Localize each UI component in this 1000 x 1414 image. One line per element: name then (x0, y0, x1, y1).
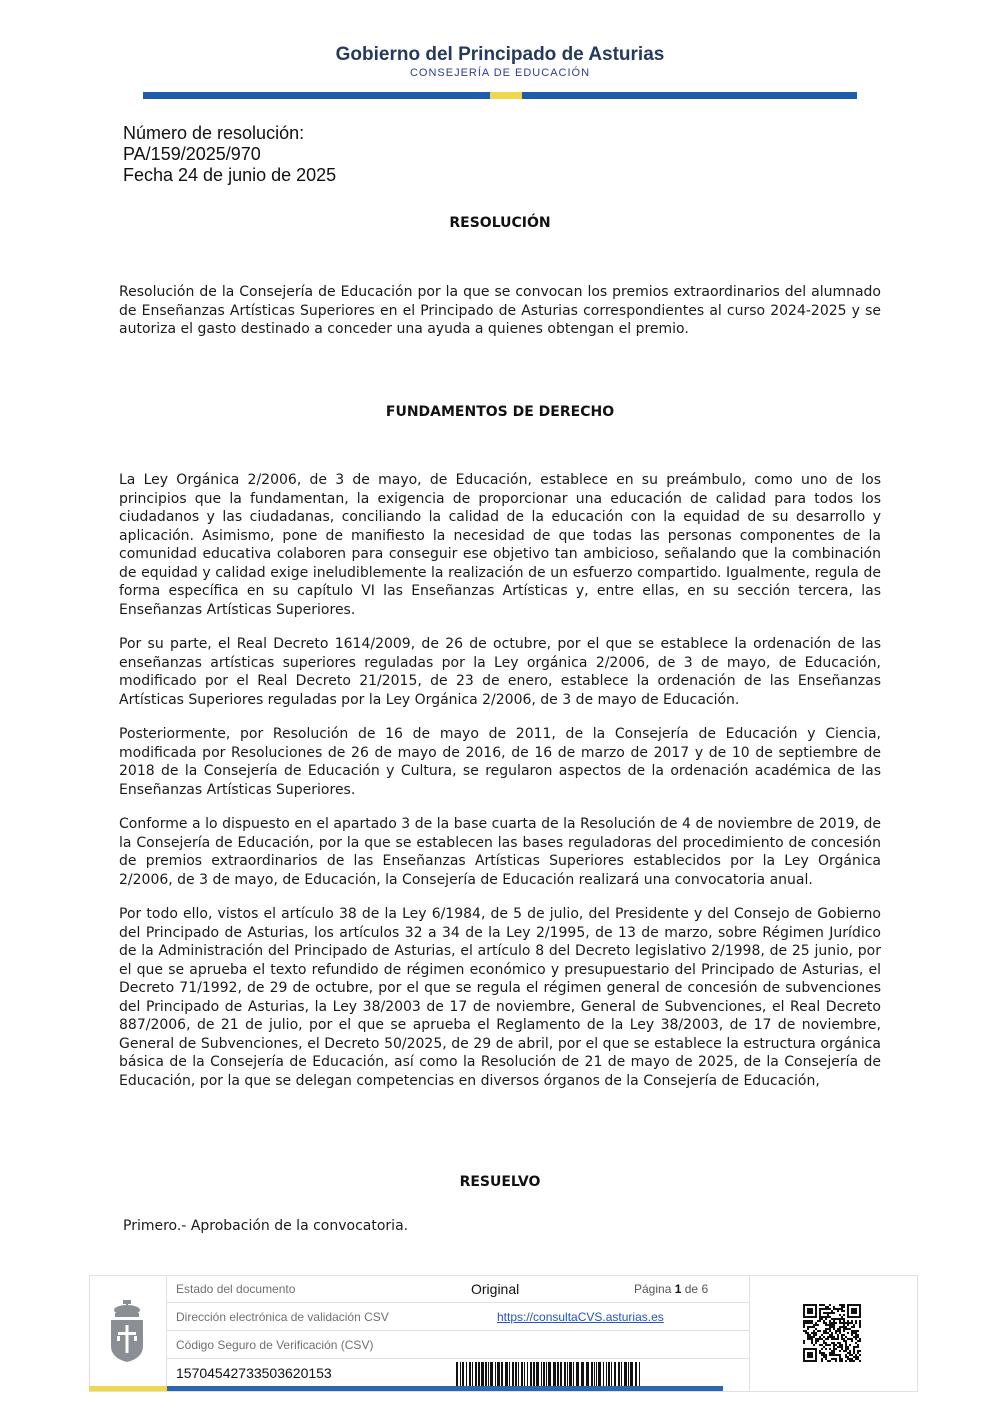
footer-divider (167, 1302, 749, 1303)
header-divider-accent (490, 92, 522, 99)
header-subtitle: CONSEJERÍA DE EDUCACIÓN (409, 67, 591, 79)
page-of: de (684, 1282, 699, 1296)
estado-value: Original (471, 1281, 520, 1297)
resolution-number: PA/159/2025/970 (123, 144, 261, 164)
asturias-crest-icon (108, 1300, 146, 1362)
intro-text: Resolución de la Consejería de Educación por la que se convocan los premios extraordinarios del alumnado de Enseñanzas Artísticas Superiores en el Principado de Asturias correspondientes al curso 2024-2025 y se autoriza el gasto destinado a conceder una ayuda a quienes obtengan el premio. (119, 284, 881, 337)
heading-resuelvo: RESUELVO (459, 1174, 541, 1190)
fundamento-paragraph: La Ley Orgánica 2/2006, de 3 de mayo, de Educación, establece en su preámbulo, como uno de los principios que la fundamentan, la exigencia de proporcionar una educación de calidad para todos los ciudadanos y las ciudadanas, conciliando la calidad de la educación con la equidad de su desarrollo y aplicación. Asimismo, pone de manifiesto la necesidad de que todas las personas componentes de la comunidad educativa colaboren para conseguir ese objetivo tan ambicioso, señalando que la combinación de equidad y calidad exige ineludiblemente la realización de un esfuerzo compartido. Igualmente, regula de forma específica en su capítulo VI las Enseñanzas Artísticas y, entre ellas, en su sección tercera, las Enseñanzas Artísticas Superiores. (119, 472, 881, 618)
fundamentos-body (119, 471, 881, 1106)
resolution-number-label: Número de resolución: (123, 123, 305, 143)
direccion-label: Dirección electrónica de validación CSV (176, 1310, 389, 1324)
fundamento-paragraph: Por su parte, el Real Decreto 1614/2009, de 26 de octubre, por el que se establece la ordenación de las enseñanzas artísticas superiores reguladas por la Ley orgánica 2/2006, de 3 de mayo, de Educación, modificado por el Real Decreto 21/2015, de 23 de enero, establece la ordenación de las Enseñanzas Artísticas Superiores reguladas por la Ley Orgánica 2/2006, de 3 de mayo de Educación. (119, 636, 881, 708)
footer-crest-cell (89, 1275, 167, 1392)
estado-label: Estado del documento (176, 1282, 296, 1296)
footer-accent-blue (167, 1386, 723, 1391)
fundamento-paragraph: Conforme a lo dispuesto en el apartado 3 de la base cuarta de la Resolución de 4 de noviembre de 2019, de la Consejería de Educación, por la que se establecen las bases reguladoras del procedimiento de concesión de premios extraordinarios de las Enseñanzas Artísticas Superiores establecidos por la Ley Orgánica 2/2006, de 3 de mayo, de Educación, la Consejería de Educación realizará una convocatoria anual. (119, 816, 881, 888)
footer-divider (167, 1330, 749, 1331)
footer-divider (167, 1358, 749, 1359)
page-label: Página (634, 1282, 672, 1296)
qr-code-icon (803, 1304, 861, 1362)
intro-paragraph (119, 283, 881, 355)
csv-barcode-icon (456, 1362, 640, 1386)
page-total: 6 (701, 1282, 709, 1296)
resolution-date: Fecha 24 de junio de 2025 (123, 165, 337, 185)
page-indicator (634, 1282, 708, 1296)
validation-footer (89, 1275, 918, 1392)
resuelvo-body (123, 1217, 885, 1252)
header-divider-bar (143, 92, 857, 99)
footer-accent-yellow (89, 1386, 167, 1391)
page-number: 1 (674, 1282, 682, 1296)
fundamento-paragraph: Por todo ello, vistos el artículo 38 de la Ley 6/1984, de 5 de julio, del Presidente y del Consejo de Gobierno del Principado de Asturias, los artículos 32 a 34 de la Ley 2/1995, de 13 de marzo, sobre Régimen Jurídico de la Administración del Principado de Asturias, el artículo 8 del Decreto legislativo 2/1998, de 25 junio, por el que se aprueba el texto refundido de régimen económico y presupuestario del Principado de Asturias, el Decreto 71/1992, de 29 de octubre, por el que se regula el régimen general de concesión de subvenciones del Principado de Asturias, la Ley 38/2003 de 17 de noviembre, General de Subvenciones, el Real Decreto 887/2006, de 21 de julio, por el que se aprueba el Reglamento de la Ley 38/2003, de 17 de noviembre, General de Subvenciones, el Decreto 50/2025, de 29 de abril, por el que se establece la estructura orgánica básica de la Consejería de Educación, así como la Resolución de 21 de mayo de 2025, de la Consejería de Educación, por la que se delegan competencias en diversos órganos de la Consejería de Educación, (119, 906, 881, 1089)
codigo-label: Código Seguro de Verificación (CSV) (176, 1338, 374, 1352)
fundamento-paragraph: Posteriormente, por Resolución de 16 de mayo de 2011, de la Consejería de Educación y Ciencia, modificada por Resoluciones de 26 de mayo de 2016, de 16 de marzo de 2017 y de 10 de septiembre de 2018 de la Consejería de Educación y Cultura, se regularon aspectos de la ordenación académica de las Enseñanzas Artísticas Superiores. (119, 726, 881, 798)
header-title: Gobierno del Principado de Asturias (335, 44, 665, 65)
codigo-value: 15704542733503620153 (176, 1365, 332, 1381)
csv-validation-link[interactable]: https://consultaCVS.asturias.es (497, 1310, 664, 1324)
resuelvo-first-item: Primero.- Aprobación de la convocatoria. (123, 1218, 409, 1234)
resolution-info (123, 123, 336, 186)
heading-resolucion: RESOLUCIÓN (449, 215, 551, 231)
heading-fundamentos: FUNDAMENTOS DE DERECHO (385, 404, 615, 420)
